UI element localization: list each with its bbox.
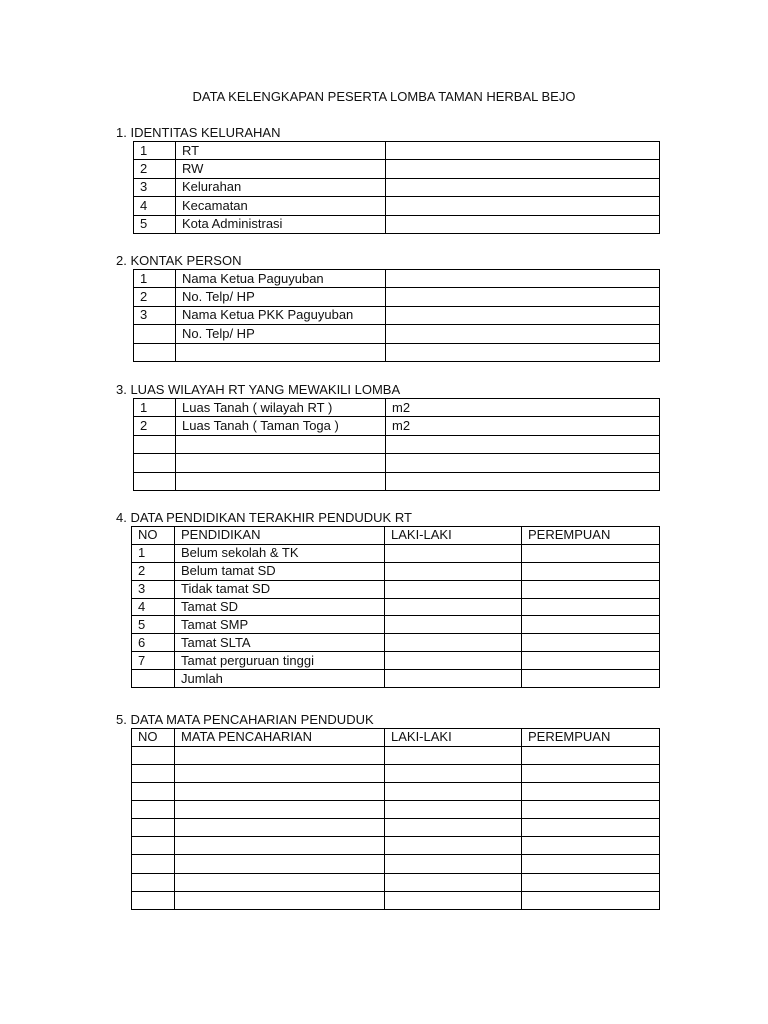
male-count-field[interactable] (385, 837, 522, 855)
row-number: 4 (134, 197, 176, 215)
male-count-field[interactable] (385, 819, 522, 837)
table-row (132, 873, 660, 891)
female-count-field[interactable] (522, 598, 660, 616)
female-count-field[interactable] (522, 580, 660, 598)
male-count-field[interactable] (385, 580, 522, 598)
row-label: Kecamatan (176, 197, 386, 215)
occupation-field[interactable] (175, 819, 385, 837)
luas-wilayah-table (133, 398, 660, 491)
table-row (134, 288, 660, 306)
column-header-no: NO (132, 729, 175, 747)
value-field[interactable] (386, 325, 660, 343)
row-number (134, 435, 176, 453)
female-count-field[interactable] (522, 634, 660, 652)
row-number (132, 670, 175, 688)
male-count-field[interactable] (385, 783, 522, 801)
male-count-field[interactable] (385, 746, 522, 764)
row-number: 4 (132, 598, 175, 616)
row-number: 2 (134, 288, 176, 306)
table-row (134, 270, 660, 288)
row-label: Tamat SD (175, 598, 385, 616)
row-number: 5 (134, 215, 176, 233)
column-header-mata-pencaharian: MATA PENCAHARIAN (175, 729, 385, 747)
row-number-field[interactable] (132, 819, 175, 837)
row-label: Nama Ketua PKK Paguyuban (176, 306, 386, 324)
table-row (132, 801, 660, 819)
occupation-field[interactable] (175, 837, 385, 855)
row-number: 2 (132, 562, 175, 580)
value-field[interactable] (386, 178, 660, 196)
male-count-field[interactable] (385, 891, 522, 909)
row-number-field[interactable] (132, 837, 175, 855)
row-number (134, 472, 176, 490)
column-header-perempuan: PEREMPUAN (522, 527, 660, 545)
female-count-field[interactable] (522, 746, 660, 764)
section-title-pendidikan: 4. DATA PENDIDIKAN TERAKHIR PENDUDUK RT (116, 510, 412, 525)
value-field[interactable] (386, 197, 660, 215)
value-field[interactable]: m2 (386, 417, 660, 435)
column-header-laki-laki: LAKI-LAKI (385, 729, 522, 747)
female-count-field[interactable] (522, 562, 660, 580)
value-field[interactable] (386, 288, 660, 306)
row-label: Kota Administrasi (176, 215, 386, 233)
table-row (132, 764, 660, 782)
male-total-field[interactable] (385, 670, 522, 688)
male-count-field[interactable] (385, 873, 522, 891)
row-label: RW (176, 160, 386, 178)
document-title: DATA KELENGKAPAN PESERTA LOMBA TAMAN HERBAL BEJO (192, 89, 576, 104)
table-row (134, 325, 660, 343)
total-row (132, 670, 660, 688)
row-label: Kelurahan (176, 178, 386, 196)
occupation-field[interactable] (175, 873, 385, 891)
column-header-perempuan: PEREMPUAN (522, 729, 660, 747)
row-number: 7 (132, 652, 175, 670)
row-number: 2 (134, 417, 176, 435)
occupation-field[interactable] (175, 801, 385, 819)
table-row (134, 178, 660, 196)
row-number-field[interactable] (132, 855, 175, 873)
female-count-field[interactable] (522, 764, 660, 782)
table-row (132, 819, 660, 837)
male-count-field[interactable] (385, 652, 522, 670)
male-count-field[interactable] (385, 801, 522, 819)
mata-pencaharian-table (131, 728, 660, 910)
value-field[interactable] (386, 270, 660, 288)
female-count-field[interactable] (522, 855, 660, 873)
row-number: 1 (134, 270, 176, 288)
table-row (132, 855, 660, 873)
table-header-row (132, 729, 660, 747)
section-title-identitas: 1. IDENTITAS KELURAHAN (116, 125, 281, 140)
female-count-field[interactable] (522, 801, 660, 819)
row-label: Belum sekolah & TK (175, 544, 385, 562)
occupation-field[interactable] (175, 855, 385, 873)
pendidikan-table (131, 526, 660, 688)
occupation-field[interactable] (175, 764, 385, 782)
table-row (134, 417, 660, 435)
row-number (134, 454, 176, 472)
row-number (134, 343, 176, 361)
table-header-row (132, 527, 660, 545)
female-count-field[interactable] (522, 819, 660, 837)
male-count-field[interactable] (385, 616, 522, 634)
row-label (176, 472, 386, 490)
occupation-field[interactable] (175, 783, 385, 801)
row-number: 1 (134, 399, 176, 417)
female-count-field[interactable] (522, 891, 660, 909)
column-header-pendidikan: PENDIDIKAN (175, 527, 385, 545)
section-title-mata-pencaharian: 5. DATA MATA PENCAHARIAN PENDUDUK (116, 712, 374, 727)
row-number-field[interactable] (132, 764, 175, 782)
table-row (132, 652, 660, 670)
female-count-field[interactable] (522, 544, 660, 562)
row-number: 1 (132, 544, 175, 562)
row-label: Tamat perguruan tinggi (175, 652, 385, 670)
table-row (134, 306, 660, 324)
female-count-field[interactable] (522, 783, 660, 801)
row-label: Belum tamat SD (175, 562, 385, 580)
male-count-field[interactable] (385, 764, 522, 782)
row-label: Tidak tamat SD (175, 580, 385, 598)
female-total-field[interactable] (522, 670, 660, 688)
row-number-field[interactable] (132, 746, 175, 764)
row-label: No. Telp/ HP (176, 325, 386, 343)
male-count-field[interactable] (385, 544, 522, 562)
table-row (132, 634, 660, 652)
value-field[interactable] (386, 454, 660, 472)
row-number: 1 (134, 142, 176, 160)
column-header-laki-laki: LAKI-LAKI (385, 527, 522, 545)
table-row (134, 454, 660, 472)
occupation-field[interactable] (175, 891, 385, 909)
row-label (176, 435, 386, 453)
value-field[interactable] (386, 472, 660, 490)
table-row (132, 616, 660, 634)
row-label: Luas Tanah ( wilayah RT ) (176, 399, 386, 417)
row-label (176, 343, 386, 361)
kontak-table (133, 269, 660, 362)
row-number-field[interactable] (132, 783, 175, 801)
value-field[interactable] (386, 435, 660, 453)
male-count-field[interactable] (385, 855, 522, 873)
row-number: 5 (132, 616, 175, 634)
table-row (132, 544, 660, 562)
row-number: 3 (134, 178, 176, 196)
table-row (134, 197, 660, 215)
value-field[interactable] (386, 142, 660, 160)
identitas-table (133, 141, 660, 234)
row-number (134, 325, 176, 343)
table-row (134, 399, 660, 417)
row-number: 3 (132, 580, 175, 598)
table-row (134, 160, 660, 178)
row-label: RT (176, 142, 386, 160)
table-row (134, 142, 660, 160)
value-field[interactable]: m2 (386, 399, 660, 417)
row-number: 2 (134, 160, 176, 178)
value-field[interactable] (386, 160, 660, 178)
column-header-no: NO (132, 527, 175, 545)
row-number-field[interactable] (132, 801, 175, 819)
value-field[interactable] (386, 306, 660, 324)
row-label (176, 454, 386, 472)
row-label: Jumlah (175, 670, 385, 688)
table-row (134, 472, 660, 490)
section-title-luas-wilayah: 3. LUAS WILAYAH RT YANG MEWAKILI LOMBA (116, 382, 401, 397)
table-row (132, 837, 660, 855)
row-number-field[interactable] (132, 891, 175, 909)
male-count-field[interactable] (385, 634, 522, 652)
table-row (132, 783, 660, 801)
value-field[interactable] (386, 215, 660, 233)
table-row (132, 598, 660, 616)
row-label: Luas Tanah ( Taman Toga ) (176, 417, 386, 435)
table-row (134, 215, 660, 233)
row-label: Tamat SMP (175, 616, 385, 634)
row-label: Nama Ketua Paguyuban (176, 270, 386, 288)
section-title-kontak: 2. KONTAK PERSON (116, 253, 242, 268)
row-label: No. Telp/ HP (176, 288, 386, 306)
female-count-field[interactable] (522, 652, 660, 670)
table-row (132, 562, 660, 580)
table-row (132, 891, 660, 909)
female-count-field[interactable] (522, 873, 660, 891)
male-count-field[interactable] (385, 562, 522, 580)
table-row (132, 580, 660, 598)
table-row (134, 435, 660, 453)
row-label: Tamat SLTA (175, 634, 385, 652)
table-row (134, 343, 660, 361)
row-number: 6 (132, 634, 175, 652)
female-count-field[interactable] (522, 616, 660, 634)
table-row (132, 746, 660, 764)
row-number-field[interactable] (132, 873, 175, 891)
female-count-field[interactable] (522, 837, 660, 855)
value-field[interactable] (386, 343, 660, 361)
occupation-field[interactable] (175, 746, 385, 764)
male-count-field[interactable] (385, 598, 522, 616)
row-number: 3 (134, 306, 176, 324)
